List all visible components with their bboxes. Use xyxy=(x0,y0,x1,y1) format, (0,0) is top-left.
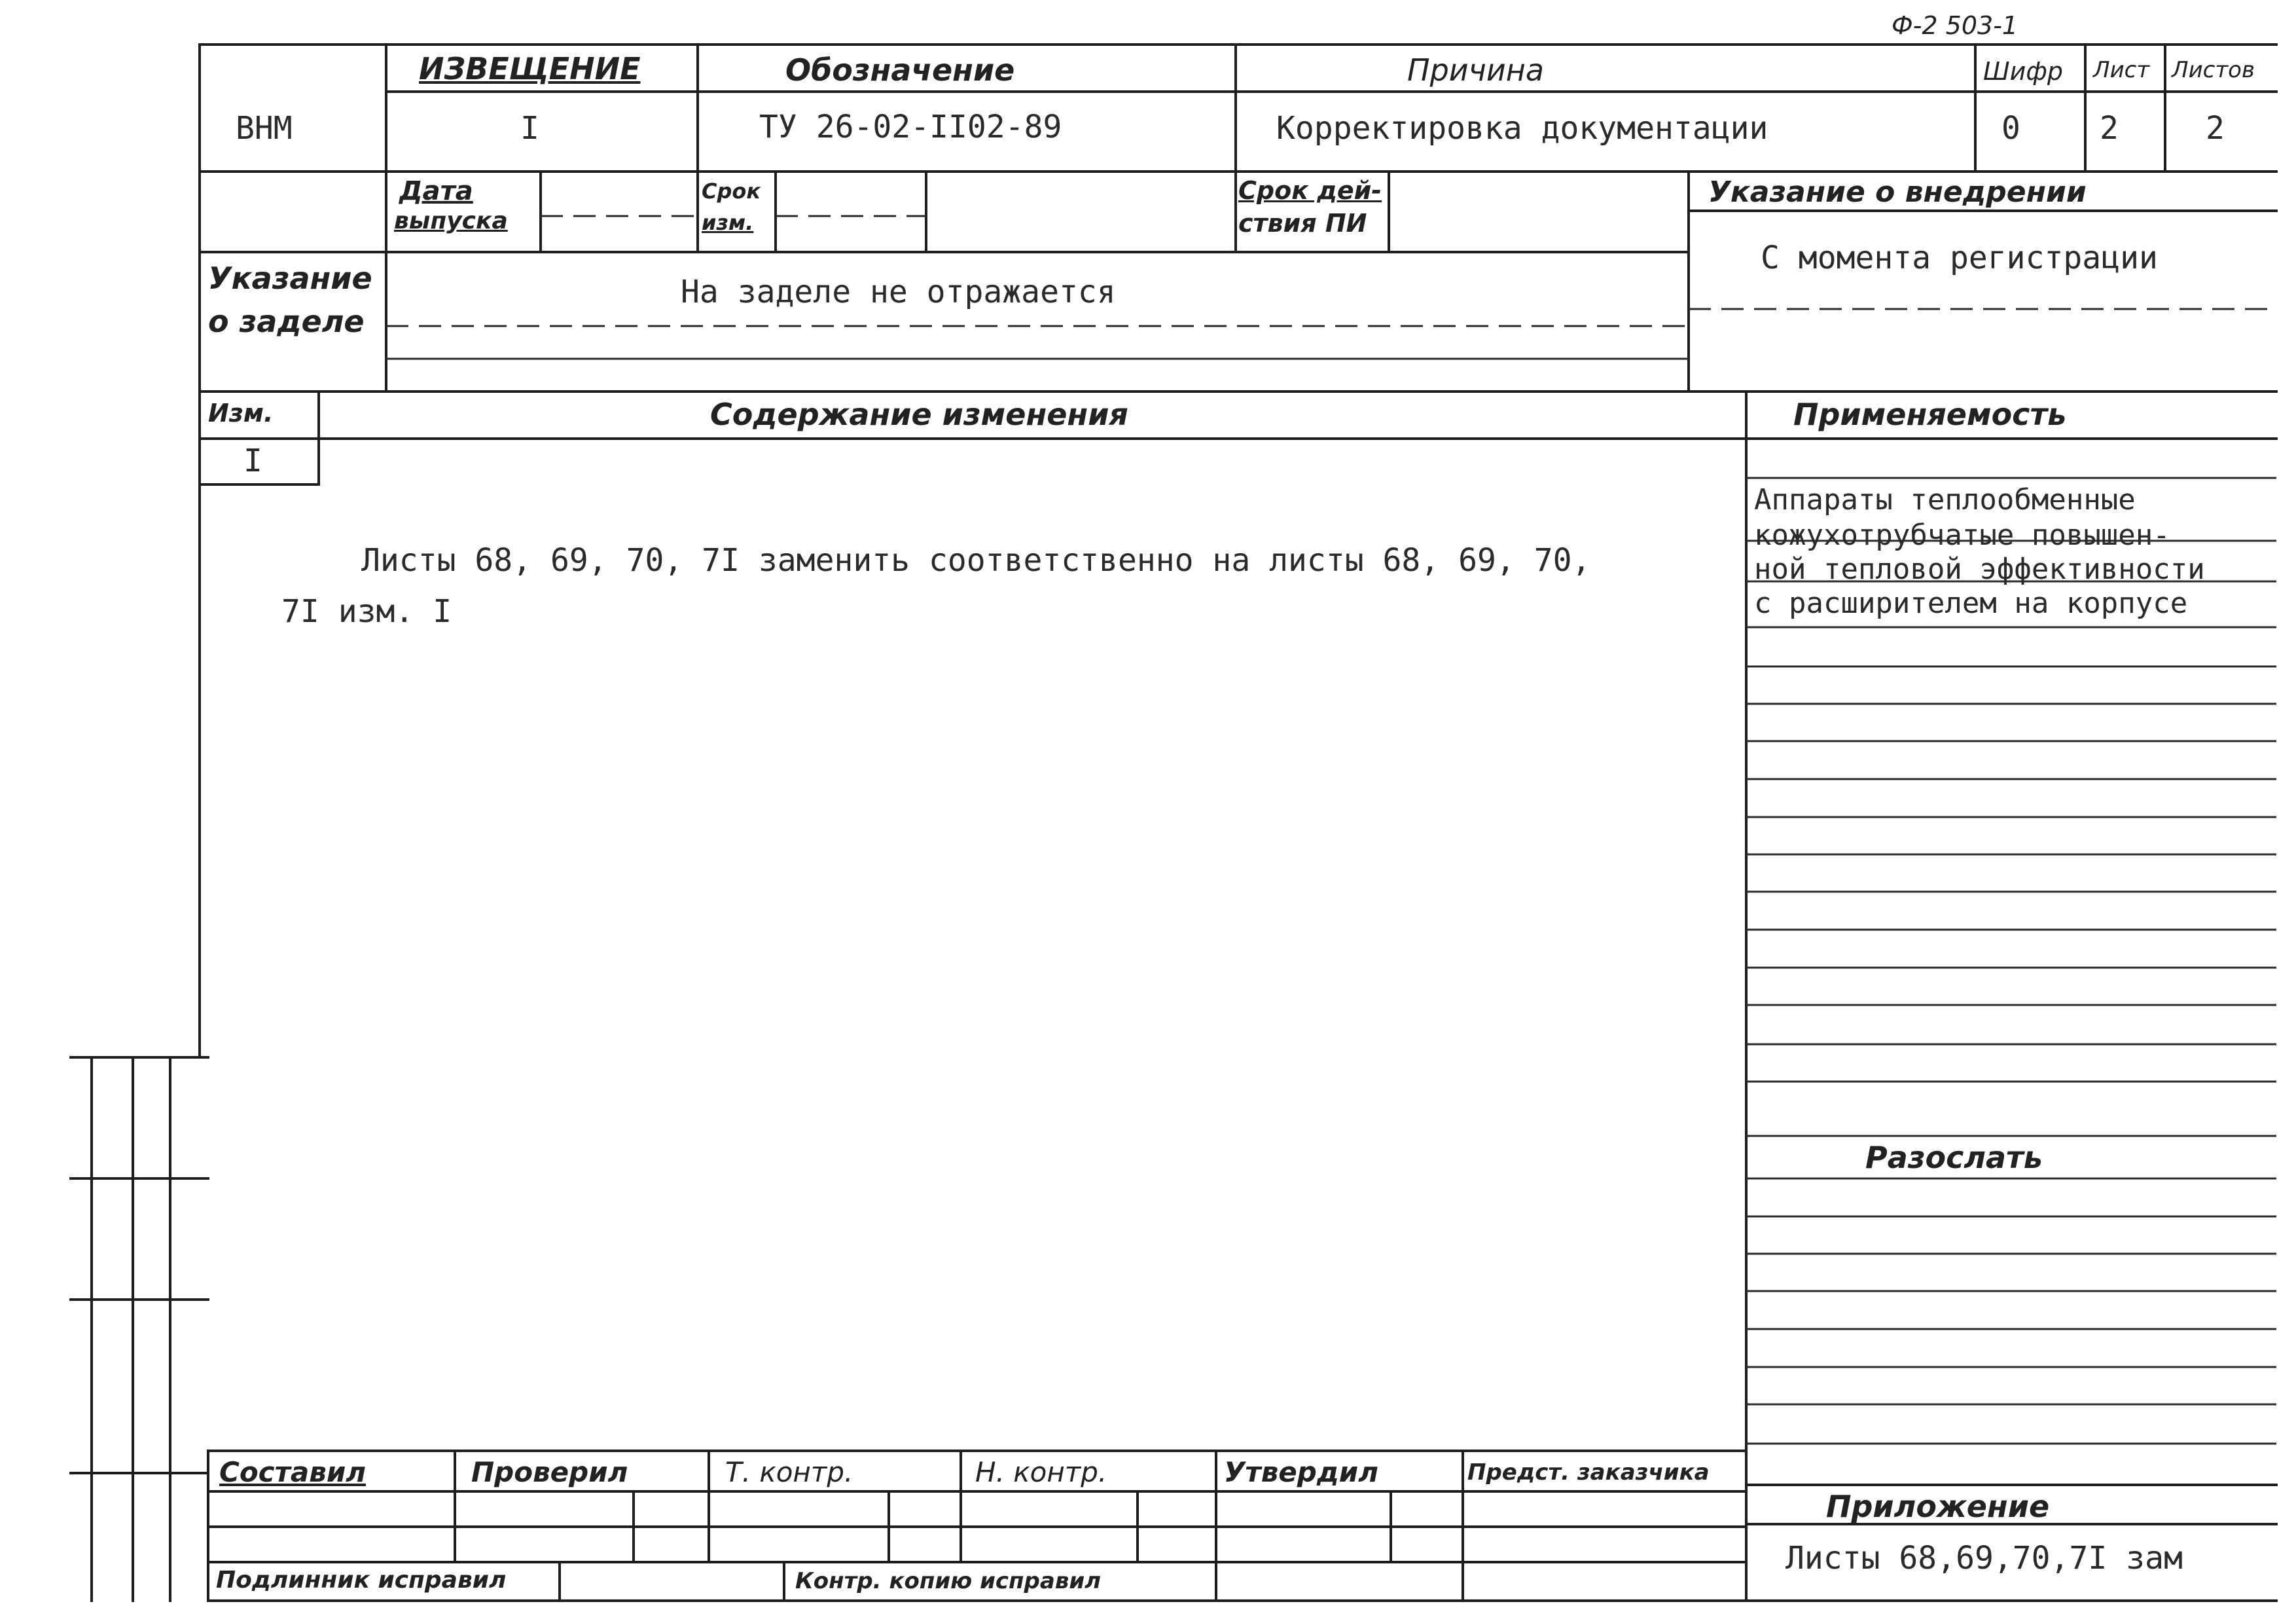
change-label: Изм. xyxy=(208,399,274,428)
notice-number-value: I xyxy=(520,110,539,147)
change-term-label-2: изм. xyxy=(702,210,754,235)
signature-copy-control-corrected: Контр. копию исправил xyxy=(795,1568,1102,1594)
sheet-value: 2 xyxy=(2100,110,2119,147)
reason-value: Корректировка документации xyxy=(1276,110,1768,147)
backlog-label-2: о заделе xyxy=(208,304,365,339)
designation-label: Обозначение xyxy=(785,52,1015,88)
backlog-value: На заделе не отражается xyxy=(681,274,1116,310)
notice-label: ИЗВЕЩЕНИЕ xyxy=(419,51,641,86)
applicability-label: Применяемость xyxy=(1793,397,2067,432)
distribute-label: Разослать xyxy=(1865,1140,2043,1175)
change-number-value: I xyxy=(243,443,262,479)
applicability-line-3: ной тепловой эффективности xyxy=(1754,553,2205,586)
backlog-label-1: Указание xyxy=(208,261,372,296)
validity-label-2: ствия ПИ xyxy=(1238,209,1367,238)
code-label: Шифр xyxy=(1983,57,2063,86)
change-term-label-1: Срок xyxy=(702,179,761,204)
content-line-1: Листы 68, 69, 70, 7I заменить соответственно на листы 68, 69, 70, xyxy=(361,542,1591,579)
signature-norm-control: Н. контр. xyxy=(975,1456,1107,1488)
department-value: ВНМ xyxy=(236,110,293,147)
signature-tech-control: Т. контр. xyxy=(725,1456,853,1488)
issue-date-label-1: Дата xyxy=(399,176,473,206)
signature-checked: Проверил xyxy=(471,1456,628,1488)
applicability-line-4: с расширителем на корпусе xyxy=(1754,587,2188,620)
signature-original-corrected: Подлинник исправил xyxy=(216,1567,507,1594)
applicability-line-2: кожухотрубчатые повышен- xyxy=(1754,519,2170,552)
designation-value: ТУ 26-02-II02-89 xyxy=(759,109,1062,145)
sheets-value: 2 xyxy=(2206,110,2225,147)
signature-customer-rep: Предст. заказчика xyxy=(1467,1459,1710,1486)
sheets-label: Листов xyxy=(2172,57,2255,83)
implementation-value: С момента регистрации xyxy=(1761,240,2158,276)
content-label: Содержание изменения xyxy=(710,397,1128,432)
reason-label: Причина xyxy=(1407,52,1545,88)
sheet-label: Лист xyxy=(2093,57,2150,83)
signature-compiled: Составил xyxy=(219,1456,367,1488)
implementation-label: Указание о внедрении xyxy=(1708,175,2087,209)
content-line-2: 7I изм. I xyxy=(281,593,452,630)
issue-date-label-2: выпуска xyxy=(394,208,508,234)
applicability-line-1: Аппараты теплообменные xyxy=(1754,483,2136,517)
form-code: Ф-2 503-1 xyxy=(1892,11,2018,40)
code-value: 0 xyxy=(2001,110,2020,147)
signature-approved: Утвердил xyxy=(1224,1456,1378,1488)
appendix-value: Листы 68,69,70,7I зам xyxy=(1785,1540,2183,1577)
appendix-label: Приложение xyxy=(1826,1489,2050,1524)
validity-label-1: Срок дей- xyxy=(1238,176,1382,205)
